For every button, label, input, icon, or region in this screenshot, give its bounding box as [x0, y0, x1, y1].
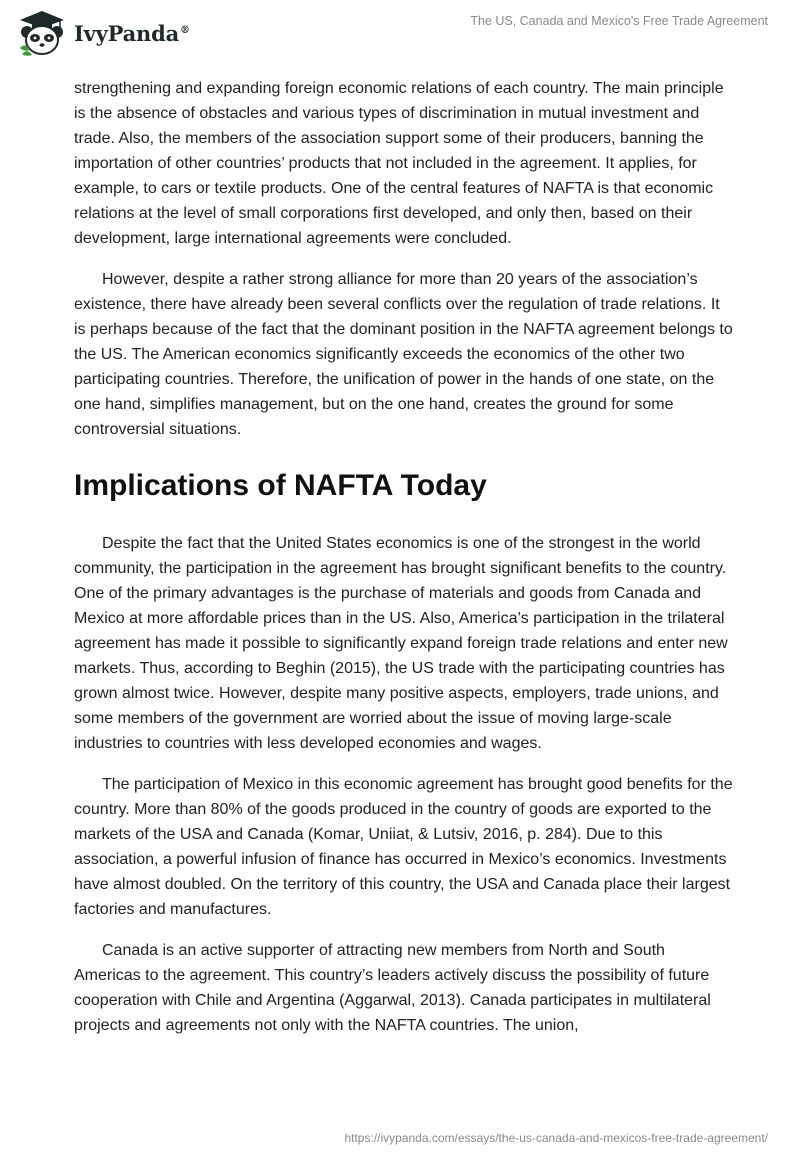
source-url-link[interactable]: https://ivypanda.com/essays/the-us-canada-and-mexicos-free-trade-agreement/	[344, 1131, 768, 1145]
brand-name	[74, 21, 190, 46]
paragraph-1: strengthening and expanding foreign economic relations of each country. The main principle is the absence of obstacles and various types of discrimination in mutual investment and trade. Also, the members of the association support some of their producers, banning the importation of other countries’ products that not included in the agreement. It applies, for example, to cars or textile products. One of the central features of NAFTA is that economic relations at the level of small corporations first developed, and only then, based on their development, large international agreements were concluded.	[74, 80, 724, 247]
section-heading: Implications of NAFTA Today	[74, 469, 487, 502]
essay-content	[74, 76, 734, 1038]
panda-graduate-icon	[16, 8, 68, 58]
brand-wordmark: IvyPanda	[74, 20, 180, 46]
paragraph-3: Despite the fact that the United States economics is one of the strongest in the world community, the participation in the agreement has brought significant benefits to the country. One of the primary advantages is the purchase of materials and goods from Canada and Mexico at more affordable prices than in the US. Also, America’s participation in the trilateral agreement has made it possible to significantly expand foreign trade relations and enter new markets. Thus, according to Beghin (2015), the US trade with the participating countries has grown almost twice. However, despite many positive aspects, employers, trade unions, and some members of the government are worried about the issue of moving large-scale industries to countries with less developed economies and wages.	[74, 535, 728, 752]
paragraph-4: The participation of Mexico in this economic agreement has brought good benefits for the country. More than 80% of the goods produced in the country of goods are exported to the markets of the USA and Canada (Komar, Uniiat, & Lutsiv, 2016, p. 284). Due to this association, a powerful infusion of finance has occurred in Mexico’s economics. Investments have almost doubled. On the territory of this country, the USA and Canada place their largest factories and manufactures.	[74, 776, 733, 918]
paragraph-2: However, despite a rather strong alliance for more than 20 years of the association’s existence, there have already been several conflicts over the regulation of trade relations. It is perhaps because of the fact that the dominant position in the NAFTA agreement belongs to the US. The American economics significantly exceeds the economics of the other two participating countries. Therefore, the unification of power in the hands of one state, on the one hand, simplifies management, but on the one hand, creates the ground for some controversial situations.	[74, 271, 733, 438]
page-header	[0, 0, 800, 64]
paragraph-5: Canada is an active supporter of attracting new members from North and South Americas to the agreement. This country’s leaders actively discuss the possibility of future cooperation with Chile and Argentina (Aggarwal, 2013). Canada participates in multilateral projects and agreements not only with the NAFTA countries. The union,	[74, 942, 711, 1034]
document-title: The US, Canada and Mexico's Free Trade Agreement	[470, 14, 768, 28]
registered-mark: ®	[180, 24, 190, 36]
brand-logo[interactable]	[16, 8, 190, 58]
